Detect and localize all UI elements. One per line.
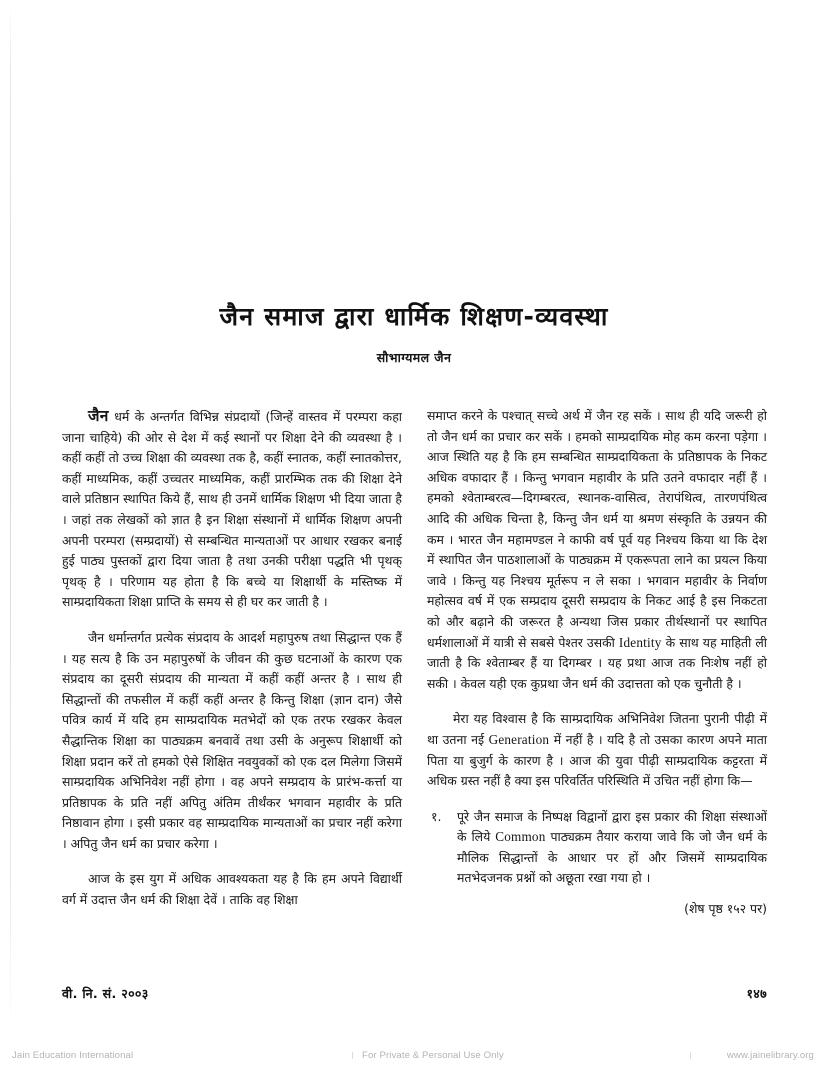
paragraph-text: समाप्त करने के पश्चात् सच्चे अर्थ में जैन रह सकें । साथ ही यदि जरूरी हो तो जैन धर्म का प्रचार कर सकें । हमको साम्प्रदायिक मोह कम करना पड़ेगा । आज स्थिति यह है कि हम सम्बन्धित साम्प्रदायिकता के प्रतिष्ठापक के निकट अधिक वफादार हैं । किन्तु भगवान महावीर के प्रति उतने वफादार नहीं हैं । हमको श्वेताम्बरत्व—दिगम्बरत्व, स्थानक-वासित्व, तेरापंथित्व, तारणपंथित्व आदि की अधिक चिन्ता है, किन्तु जैन धर्म या श्रमण संस्कृति के उन्नयन की कम । भारत जैन महामण्डल ने काफी वर्ष पूर्व यह निश्चय किया था कि देश में स्थापित जैन पाठशालाओं के पाठ्यक्रम में एकरूपता लाने का प्रयत्न किया जावे । किन्तु यह निश्चय मूर्तरूप न ले सका । भगवान महावीर के निर्वाण महोत्सव वर्ष में एक सम्प्रदाय दूसरी सम्प्रदाय के निकट आई है इस निकटता को और बढ़ाने की जरूरत है अन्यथा जिस प्रकार तीर्थस्थानों पर स्थापित धर्मशालाओं में यात्री से सबसे पेश्तर उसकी bbox=[427, 408, 767, 650]
body-column-left bbox=[62, 406, 402, 911]
body-column-right bbox=[427, 406, 767, 932]
inline-roman-word: Common bbox=[495, 829, 546, 845]
paragraph bbox=[62, 406, 402, 613]
paragraph-text: धर्म के अन्तर्गत विभिन्न संप्रदायों (जिन्हें वास्तव में परम्परा कहा जाना चाहिये) की ओर से देश में कई स्थानों पर शिक्षा देने की व्यवस्था है । कहीं कहीं तो उच्च शिक्षा की व्यवस्था तक है, कहीं स्नातक, कहीं स्नातकोत्तर, कहीं माध्यमिक, कहीं उच्चतर माध्यमिक, कहीं प्रारम्भिक तक की शिक्षा देने वाले प्रतिष्ठान स्थापित किये हैं, साथ ही उनमें धार्मिक शिक्षण भी दिया जाता है । जहां तक लेखकों को ज्ञात है इन शिक्षा संस्थानों में धार्मिक शिक्षण अपनी अपनी परम्परा (सम्प्रदायों) से सम्बन्धित मान्यताओं पर आधार रखकर बनाई हुई पाठ्य पुस्तकों द्वारा दिया जाता है तथा उनकी परीक्षा पद्धति भी पृथक् पृथक् है । परिणाम यह होता है कि बच्चे या शिक्षार्थी के मस्तिष्क में साम्प्रदायिकता शिक्षा प्राप्ति के समय से ही घर कर जाती है । bbox=[62, 409, 403, 610]
paragraph-text-tail: में नहीं है । यदि है तो उसका कारण अपने माता पिता या बुजुर्ग के कारण है । आज की युवा पीढ़ी साम्प्रदायिक कट्टरता में अधिक ग्रस्त नहीं है क्या इस परिवर्तित परिस्थिति में उचित नहीं होगा कि— bbox=[427, 731, 767, 789]
paragraph: जैन धर्मान्तर्गत प्रत्येक संप्रदाय के आदर्श महापुरुष तथा सिद्धान्त एक हैं । यह सत्य है कि उन महापुरुषों के जीवन की कुछ घटनाओं के कारण एक संप्रदाय का दूसरी संप्रदाय की मान्यता में कहीं कहीं अन्तर है । साथ ही सिद्धान्तों की तफसील में कहीं कहीं अन्तर है किन्तु शिक्षा (ज्ञान दान) जैसे पवित्र कार्य में यदि हम साम्प्रदायिक मतभेदों को एक तरफ रखकर केवल सैद्धान्तिक शिक्षा का पाठ्यक्रम बनवावें तथा उसी के अनुरूप शिक्षार्थी को शिक्षा प्रदान करें तो हमको ऐसे शिक्षित नवयुवकों को एक दल मिलेगा जिसमें साम्प्रदायिक अभिनिवेश नहीं होगा । वह अपने सम्प्रदाय के प्रारंभ-कर्त्ता या प्रतिष्ठापक के प्रति नहीं अपितु अंतिम तीर्थंकर भगवान महावीर के प्रति निष्ठावान होगा । इसी प्रकार वह साम्प्रदायिक मान्यताओं का प्रचार नहीं करेगा । अपितु जैन धर्म का प्रचार करेगा । bbox=[62, 629, 402, 851]
paragraph bbox=[427, 709, 767, 791]
paragraph-text-tail: के साथ यह माहिती ली जाती है कि श्वेताम्बर हैं या दिगम्बर । यह प्रथा आज तक निःशेष नहीं हो सकी । केवल यही एक कुप्रथा जैन धर्म की उदात्तता को एक चुनौती है । bbox=[427, 634, 767, 691]
article-title: जैन समाज द्वारा धार्मिक शिक्षण-व्यवस्था bbox=[219, 302, 609, 331]
watermark-website-url[interactable]: www.jainelibrary.org bbox=[726, 1050, 814, 1061]
watermark-divider-tick bbox=[690, 1052, 691, 1059]
watermark-usage-notice: For Private & Personal Use Only bbox=[362, 1050, 504, 1061]
scan-gutter-line bbox=[10, 0, 11, 1035]
inline-roman-word: Generation bbox=[488, 731, 550, 747]
footer-page-number: १४७ bbox=[746, 986, 767, 1001]
digital-library-watermark-bar bbox=[0, 1040, 828, 1071]
list-item-text-tail: पाठ्यक्रम तैयार कराया जावे कि जो जैन धर्म के मौलिक सिद्धान्तों के आधार पर हों और जिसमें साम्प्रदायिक मतभेदजनक प्रश्नों को अछूता रखा गया हो । bbox=[457, 829, 767, 886]
article-byline: सौभाग्यमल जैन bbox=[376, 350, 452, 365]
paragraph-lead-word: जैन bbox=[88, 407, 109, 425]
watermark-organization: Jain Education International bbox=[12, 1050, 134, 1061]
paragraph-text: मेरा यह विश्वास है कि साम्प्रदायिक अभिनिवेश जितना पुरानी पीढ़ी में था उतना नई bbox=[427, 711, 767, 747]
paragraph bbox=[427, 406, 767, 694]
list-item bbox=[427, 807, 767, 889]
list-item-marker: १. bbox=[431, 808, 442, 824]
numbered-list bbox=[427, 807, 767, 889]
inline-roman-word: Identity bbox=[618, 634, 662, 650]
footer-issue-date: वी. नि. सं. २००३ bbox=[62, 986, 149, 1001]
paragraph: आज के इस युग में अधिक आवश्यकता यह है कि हम अपने विद्यार्थी वर्ग में उदात्त जैन धर्म की शिक्षा देवें । ताकि वह शिक्षा bbox=[62, 871, 402, 908]
continued-on-page-note: (शेष पृष्ठ १५२ पर) bbox=[684, 901, 767, 917]
page-footer bbox=[62, 985, 767, 1002]
list-item-text: पूरे जैन समाज के निष्पक्ष विद्वानों द्वारा इस प्रकार की शिक्षा संस्थाओं के लिये bbox=[457, 808, 767, 845]
watermark-divider-tick bbox=[352, 1052, 353, 1059]
